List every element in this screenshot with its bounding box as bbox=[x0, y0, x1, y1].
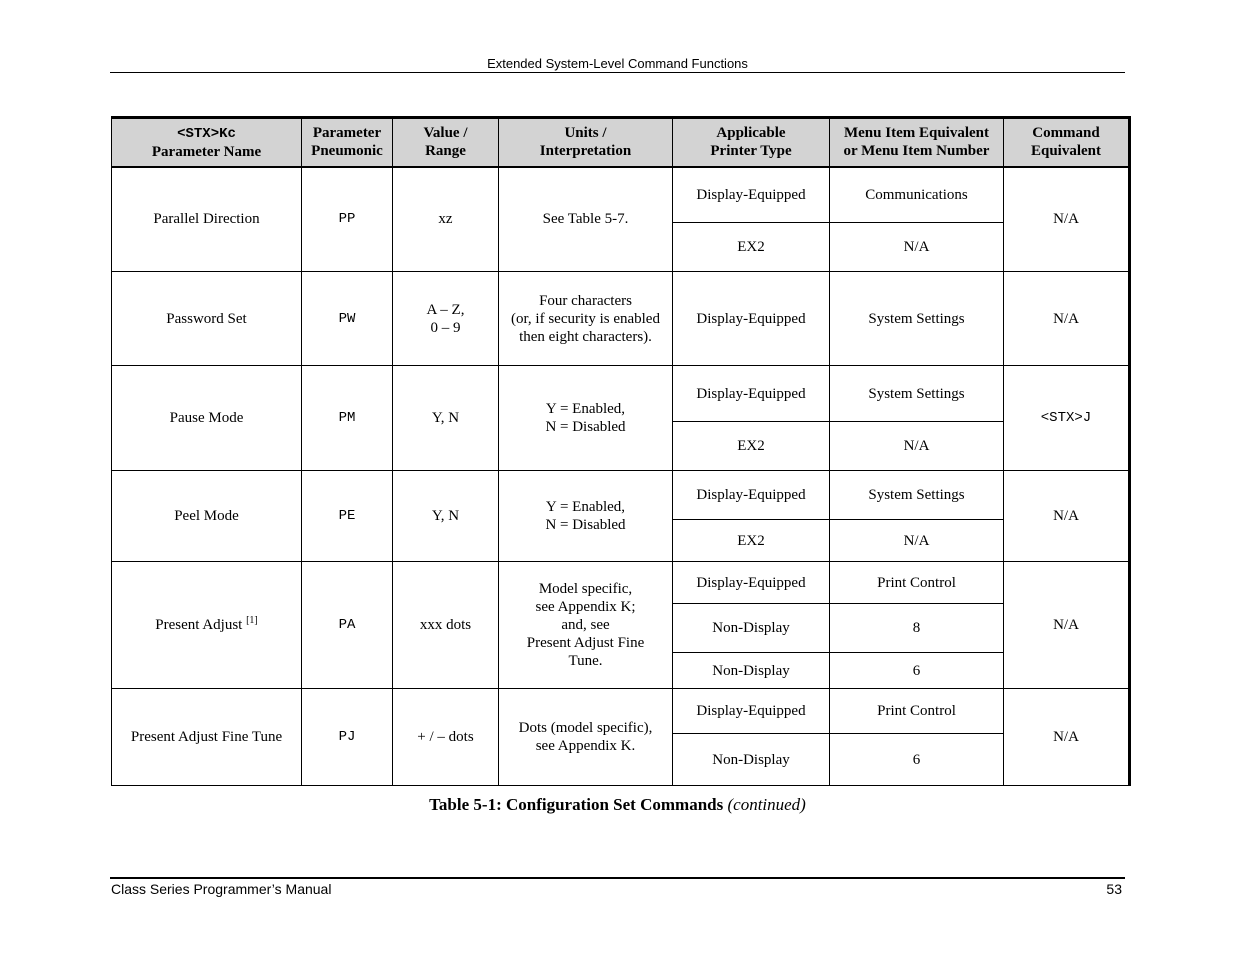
menu-item-cell: 6 bbox=[830, 653, 1004, 689]
units-cell bbox=[499, 366, 673, 471]
units-cell bbox=[499, 471, 673, 562]
col-header-printer-type bbox=[673, 118, 830, 167]
units-line: Four characters bbox=[539, 292, 632, 309]
printer-type-cell: Non-Display bbox=[673, 734, 830, 786]
units-line: Y = Enabled, bbox=[545, 499, 626, 515]
menu-item-cell: Communications bbox=[830, 167, 1004, 223]
col-header-name-code: <STX>Kc bbox=[177, 125, 236, 142]
footnote-marker: [1] bbox=[246, 615, 258, 626]
units-line: Present Adjust Fine bbox=[526, 635, 645, 651]
table-row bbox=[112, 471, 1130, 520]
printer-type-cell: Display-Equipped bbox=[673, 167, 830, 223]
col-header-text: Value / bbox=[423, 125, 468, 142]
pneumonic-cell: PA bbox=[302, 562, 393, 689]
units-cell bbox=[499, 562, 673, 689]
col-header-text: Parameter bbox=[312, 125, 382, 142]
printer-type-cell: EX2 bbox=[673, 223, 830, 272]
menu-item-cell: Print Control bbox=[830, 689, 1004, 734]
running-header: Extended System-Level Command Functions bbox=[487, 56, 748, 71]
col-header-value-range bbox=[393, 118, 499, 167]
command-cell: N/A bbox=[1004, 562, 1130, 689]
printer-type-cell: Display-Equipped bbox=[673, 366, 830, 422]
configuration-set-commands-table bbox=[111, 116, 1131, 786]
printer-type-cell: Display-Equipped bbox=[673, 471, 830, 520]
command-cell: N/A bbox=[1004, 689, 1130, 786]
units-cell: See Table 5-7. bbox=[499, 167, 673, 272]
parameter-name-cell bbox=[112, 562, 302, 689]
menu-item-cell: N/A bbox=[830, 223, 1004, 272]
col-header-text: Menu Item Equivalent bbox=[843, 125, 989, 142]
col-header-units bbox=[499, 118, 673, 167]
value-cell: Y, N bbox=[393, 366, 499, 471]
caption-suffix: (continued) bbox=[727, 795, 806, 814]
col-header-text: or Menu Item Number bbox=[843, 143, 990, 160]
menu-item-cell: System Settings bbox=[830, 272, 1004, 366]
pneumonic-cell: PW bbox=[302, 272, 393, 366]
pneumonic-cell: PM bbox=[302, 366, 393, 471]
printer-type-cell: Display-Equipped bbox=[673, 689, 830, 734]
table-header-row bbox=[112, 118, 1130, 167]
value-cell: xz bbox=[393, 167, 499, 272]
value-line: A – Z, bbox=[426, 301, 465, 318]
printer-type-cell: Non-Display bbox=[673, 653, 830, 689]
menu-item-cell: Print Control bbox=[830, 562, 1004, 604]
menu-item-cell: System Settings bbox=[830, 366, 1004, 422]
pneumonic-cell: PJ bbox=[302, 689, 393, 786]
units-line: (or, if security is enabled bbox=[511, 310, 660, 327]
value-line: 0 – 9 bbox=[430, 319, 461, 336]
command-cell: N/A bbox=[1004, 272, 1130, 366]
parameter-name-cell: Password Set bbox=[112, 272, 302, 366]
units-line: Dots (model specific), bbox=[518, 720, 653, 736]
table-row bbox=[112, 689, 1130, 734]
page-number: 53 bbox=[1106, 881, 1122, 897]
command-cell: <STX>J bbox=[1004, 366, 1130, 471]
table-row bbox=[112, 562, 1130, 604]
footer-manual-title: Class Series Programmer’s Manual bbox=[111, 881, 332, 897]
units-line: Tune. bbox=[568, 653, 603, 669]
col-header-command bbox=[1004, 118, 1130, 167]
menu-item-cell: 6 bbox=[830, 734, 1004, 786]
parameter-name-cell: Pause Mode bbox=[112, 366, 302, 471]
table-row bbox=[112, 272, 1130, 366]
printer-type-cell: Display-Equipped bbox=[673, 562, 830, 604]
col-header-parameter-name bbox=[112, 118, 302, 167]
col-header-text: Command bbox=[1032, 125, 1100, 142]
command-cell: N/A bbox=[1004, 471, 1130, 562]
units-line: N = Disabled bbox=[545, 517, 626, 533]
units-line: see Appendix K; bbox=[535, 599, 636, 615]
printer-type-cell: EX2 bbox=[673, 422, 830, 471]
printer-type-cell: Non-Display bbox=[673, 604, 830, 653]
header-rule bbox=[110, 72, 1125, 73]
table-row bbox=[112, 167, 1130, 223]
parameter-name-text: Present Adjust bbox=[155, 617, 243, 633]
units-line: then eight characters). bbox=[519, 328, 652, 345]
table-row bbox=[112, 366, 1130, 422]
units-line: N = Disabled bbox=[545, 419, 626, 435]
col-header-text: Units / bbox=[564, 125, 607, 142]
parameter-name-cell: Present Adjust Fine Tune bbox=[112, 689, 302, 786]
units-line: Model specific, bbox=[538, 581, 633, 597]
parameter-name-cell: Peel Mode bbox=[112, 471, 302, 562]
value-cell: xxx dots bbox=[393, 562, 499, 689]
col-header-text: Pneumonic bbox=[311, 143, 383, 160]
printer-type-cell: EX2 bbox=[673, 520, 830, 562]
value-cell: Y, N bbox=[393, 471, 499, 562]
units-cell bbox=[499, 272, 673, 366]
footer-rule bbox=[110, 877, 1125, 879]
printer-type-cell: Display-Equipped bbox=[673, 272, 830, 366]
pneumonic-cell: PE bbox=[302, 471, 393, 562]
col-header-text: Equivalent bbox=[1030, 143, 1102, 160]
units-line: see Appendix K. bbox=[535, 738, 636, 754]
command-cell: N/A bbox=[1004, 167, 1130, 272]
menu-item-cell: N/A bbox=[830, 422, 1004, 471]
table-caption bbox=[110, 795, 1125, 815]
col-header-name-label: Parameter Name bbox=[151, 143, 262, 160]
units-line: Y = Enabled, bbox=[545, 401, 626, 417]
caption-main: Table 5-1: Configuration Set Commands bbox=[429, 795, 724, 814]
col-header-text: Range bbox=[425, 143, 466, 160]
menu-item-cell: N/A bbox=[830, 520, 1004, 562]
col-header-text: Applicable bbox=[716, 125, 786, 142]
col-header-text: Printer Type bbox=[710, 143, 792, 160]
menu-item-cell: System Settings bbox=[830, 471, 1004, 520]
col-header-pneumonic bbox=[302, 118, 393, 167]
value-cell: + / – dots bbox=[393, 689, 499, 786]
parameter-name-cell: Parallel Direction bbox=[112, 167, 302, 272]
col-header-menu-item bbox=[830, 118, 1004, 167]
menu-item-cell: 8 bbox=[830, 604, 1004, 653]
value-cell bbox=[393, 272, 499, 366]
pneumonic-cell: PP bbox=[302, 167, 393, 272]
col-header-text: Interpretation bbox=[539, 143, 632, 160]
units-line: and, see bbox=[561, 617, 610, 633]
units-cell bbox=[499, 689, 673, 786]
